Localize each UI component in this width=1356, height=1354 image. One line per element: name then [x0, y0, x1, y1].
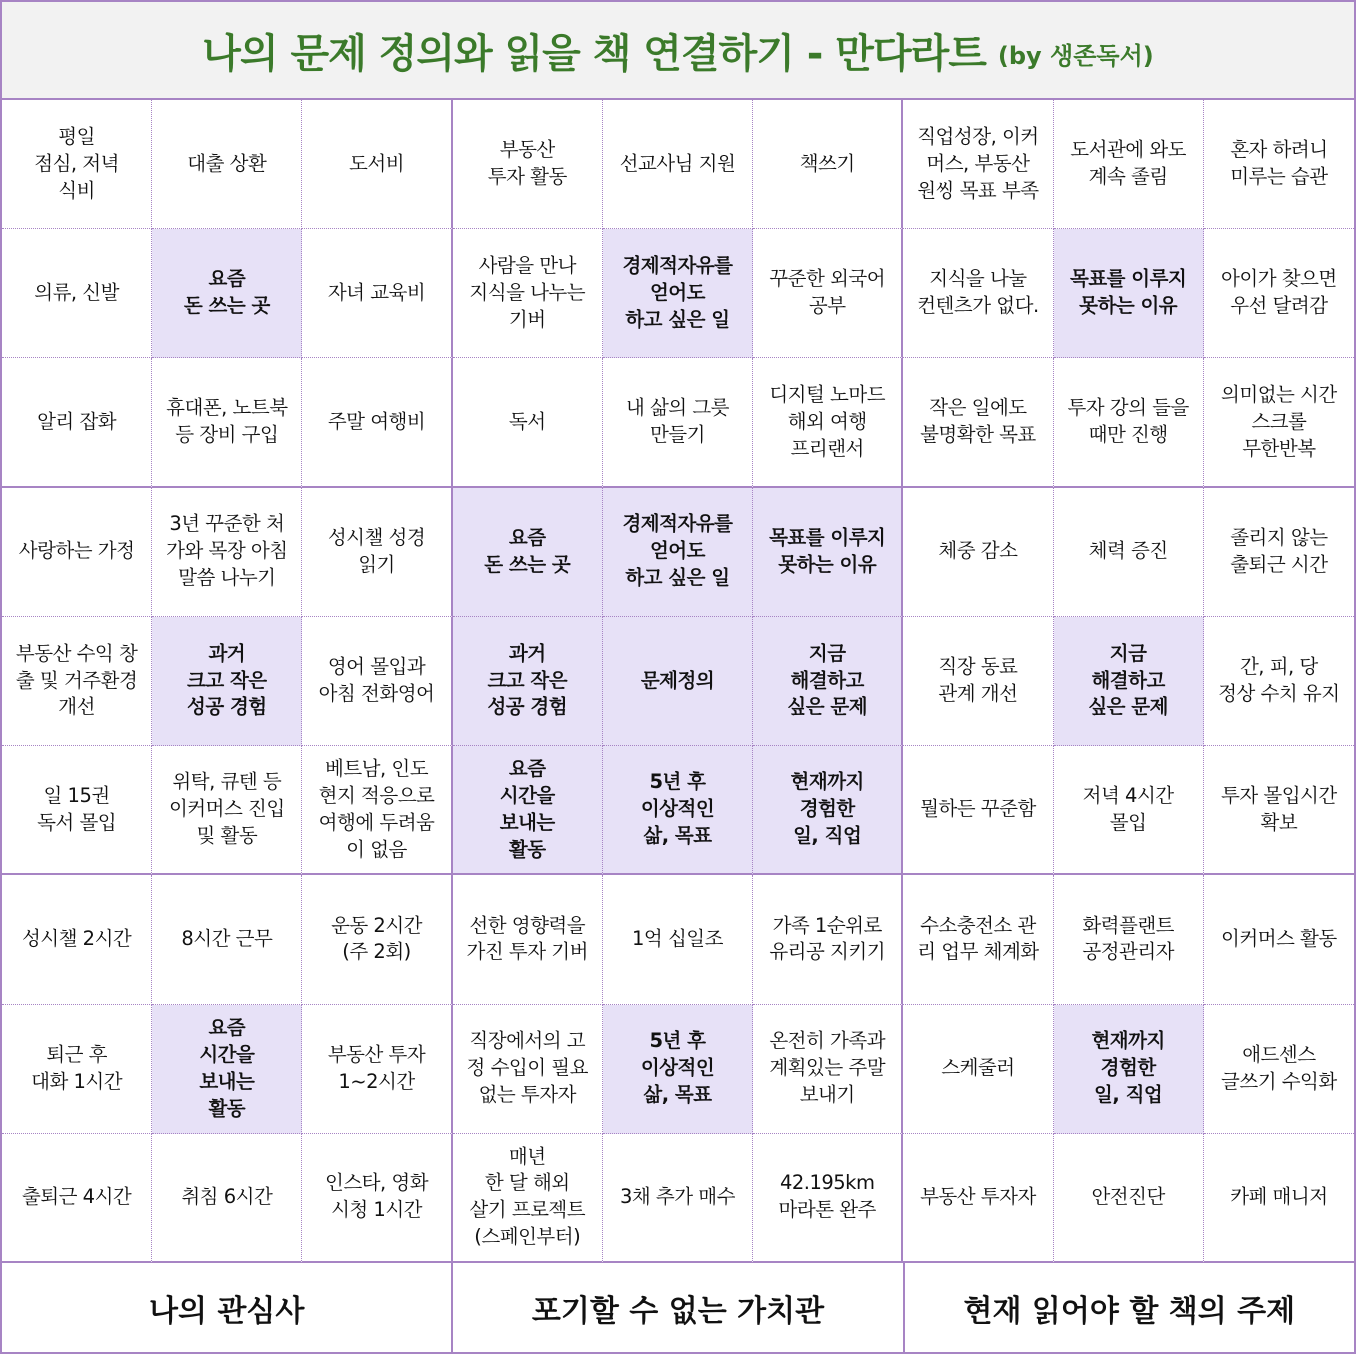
grid-cell: 1억 십일조	[603, 875, 753, 1004]
grid-cell: 온전히 가족과 계획있는 주말 보내기	[753, 1005, 903, 1134]
grid-cell: 투자 강의 들을 때만 진행	[1054, 358, 1204, 487]
page-title: 나의 문제 정의와 읽을 책 연결하기 - 만다라트	[202, 30, 986, 77]
grid-cell: 지식을 나눌 컨텐츠가 없다.	[903, 229, 1053, 358]
footer-values-label: 포기할 수 없는 가치관	[453, 1263, 904, 1352]
grid-cell: 화력플랜트 공정관리자	[1054, 875, 1204, 1004]
grid-cell: 베트남, 인도 현지 적응으로 여행에 두려움 이 없음	[302, 746, 452, 875]
grid-cell: 사람을 만나 지식을 나누는 기버	[453, 229, 603, 358]
grid-cell: 출퇴근 4시간	[2, 1134, 152, 1263]
grid-cell: 의미없는 시간 스크롤 무한반복	[1204, 358, 1354, 487]
grid-cell-key-topic: 요즘 시간을 보내는 활동	[152, 1005, 302, 1134]
grid-cell: 3채 추가 매수	[603, 1134, 753, 1263]
grid-cell: 간, 피, 당 정상 수치 유지	[1204, 617, 1354, 746]
grid-cell: 42.195km 마라톤 완주	[753, 1134, 903, 1263]
grid-cell-key-topic: 경제적자유를 얻어도 하고 싶은 일	[603, 229, 753, 358]
grid-cell: 스케줄러	[903, 1005, 1053, 1134]
grid-cell-key-topic: 목표를 이루지 못하는 이유	[1054, 229, 1204, 358]
grid-cell: 알리 잡화	[2, 358, 152, 487]
grid-cell-key-topic: 지금 해결하고 싶은 문제	[753, 617, 903, 746]
grid-cell-key-topic: 요즘 돈 쓰는 곳	[453, 488, 603, 617]
grid-cell: 직장 동료 관계 개선	[903, 617, 1053, 746]
grid-cell: 의류, 신발	[2, 229, 152, 358]
grid-cell: 수소충전소 관 리 업무 체계화	[903, 875, 1053, 1004]
grid-cell: 카페 매니저	[1204, 1134, 1354, 1263]
grid-cell-key-topic: 요즘 시간을 보내는 활동	[453, 746, 603, 875]
grid-cell: 직업성장, 이커 머스, 부동산 원씽 목표 부족	[903, 100, 1053, 229]
grid-cell-key-topic: 목표를 이루지 못하는 이유	[753, 488, 903, 617]
grid-cell: 취침 6시간	[152, 1134, 302, 1263]
grid-cell-key-topic: 5년 후 이상적인 삶, 목표	[603, 746, 753, 875]
grid-cell-key-topic: 지금 해결하고 싶은 문제	[1054, 617, 1204, 746]
grid-cell: 주말 여행비	[302, 358, 452, 487]
grid-cell: 애드센스 글쓰기 수익화	[1204, 1005, 1354, 1134]
grid-cell: 평일 점심, 저녁 식비	[2, 100, 152, 229]
grid-cell: 운동 2시간 (주 2회)	[302, 875, 452, 1004]
grid-cell: 가족 1순위로 유리공 지키기	[753, 875, 903, 1004]
mandalart-grid	[2, 100, 1354, 1263]
grid-cell: 부동산 수익 창 출 및 거주환경 개선	[2, 617, 152, 746]
grid-cell: 휴대폰, 노트북 등 장비 구입	[152, 358, 302, 487]
grid-cell: 사랑하는 가정	[2, 488, 152, 617]
footer-labels	[2, 1263, 1354, 1352]
grid-cell: 성시챌 2시간	[2, 875, 152, 1004]
grid-cell: 도서비	[302, 100, 452, 229]
grid-cell: 영어 몰입과 아침 전화영어	[302, 617, 452, 746]
grid-cell-key-topic: 과거 크고 작은 성공 경험	[453, 617, 603, 746]
grid-cell: 성시챌 성경 읽기	[302, 488, 452, 617]
grid-cell: 선한 영향력을 가진 투자 기버	[453, 875, 603, 1004]
grid-cell: 디지털 노마드 해외 여행 프리랜서	[753, 358, 903, 487]
grid-cell: 투자 몰입시간 확보	[1204, 746, 1354, 875]
grid-cell-key-topic: 경제적자유를 얻어도 하고 싶은 일	[603, 488, 753, 617]
grid-cell: 아이가 찾으면 우선 달려감	[1204, 229, 1354, 358]
grid-cell-key-topic: 5년 후 이상적인 삶, 목표	[603, 1005, 753, 1134]
grid-cell-key-topic: 문제정의	[603, 617, 753, 746]
grid-cell: 꾸준한 외국어 공부	[753, 229, 903, 358]
page-subtitle: (by 생존독서)	[997, 41, 1154, 70]
grid-cell-key-topic: 요즘 돈 쓰는 곳	[152, 229, 302, 358]
grid-cell: 부동산 투자 1~2시간	[302, 1005, 452, 1134]
grid-cell: 혼자 하려니 미루는 습관	[1204, 100, 1354, 229]
grid-cell: 안전진단	[1054, 1134, 1204, 1263]
grid-cell: 졸리지 않는 출퇴근 시간	[1204, 488, 1354, 617]
grid-cell: 자녀 교육비	[302, 229, 452, 358]
grid-cell: 매년 한 달 해외 살기 프로젝트 (스페인부터)	[453, 1134, 603, 1263]
grid-cell: 대출 상환	[152, 100, 302, 229]
grid-cell: 저녁 4시간 몰입	[1054, 746, 1204, 875]
grid-cell: 부동산 투자 활동	[453, 100, 603, 229]
grid-cell: 독서	[453, 358, 603, 487]
grid-cell: 일 15권 독서 몰입	[2, 746, 152, 875]
grid-cell: 이커머스 활동	[1204, 875, 1354, 1004]
grid-cell: 인스타, 영화 시청 1시간	[302, 1134, 452, 1263]
grid-cell: 직장에서의 고 정 수입이 필요 없는 투자자	[453, 1005, 603, 1134]
grid-cell: 퇴근 후 대화 1시간	[2, 1005, 152, 1134]
grid-cell-key-topic: 과거 크고 작은 성공 경험	[152, 617, 302, 746]
footer-book-topic-label: 현재 읽어야 할 책의 주제	[963, 1293, 1296, 1329]
grid-cell-key-topic: 현재까지 경험한 일, 직업	[1054, 1005, 1204, 1134]
grid-cell-key-topic: 현재까지 경험한 일, 직업	[753, 746, 903, 875]
grid-cell: 부동산 투자자	[903, 1134, 1053, 1263]
grid-cell: 내 삶의 그릇 만들기	[603, 358, 753, 487]
grid-cell: 작은 일에도 불명확한 목표	[903, 358, 1053, 487]
grid-cell: 선교사님 지원	[603, 100, 753, 229]
grid-cell: 체중 감소	[903, 488, 1053, 617]
grid-cell: 위탁, 큐텐 등 이커머스 진입 및 활동	[152, 746, 302, 875]
grid-cell: 3년 꾸준한 처 가와 목장 아침 말씀 나누기	[152, 488, 302, 617]
grid-cell: 도서관에 와도 계속 졸림	[1054, 100, 1204, 229]
footer-interests-label: 나의 관심사	[2, 1263, 453, 1352]
grid-cell: 책쓰기	[753, 100, 903, 229]
title-bar	[2, 2, 1354, 100]
grid-cell: 뭘하든 꾸준함	[903, 746, 1053, 875]
grid-cell: 체력 증진	[1054, 488, 1204, 617]
grid-cell: 8시간 근무	[152, 875, 302, 1004]
